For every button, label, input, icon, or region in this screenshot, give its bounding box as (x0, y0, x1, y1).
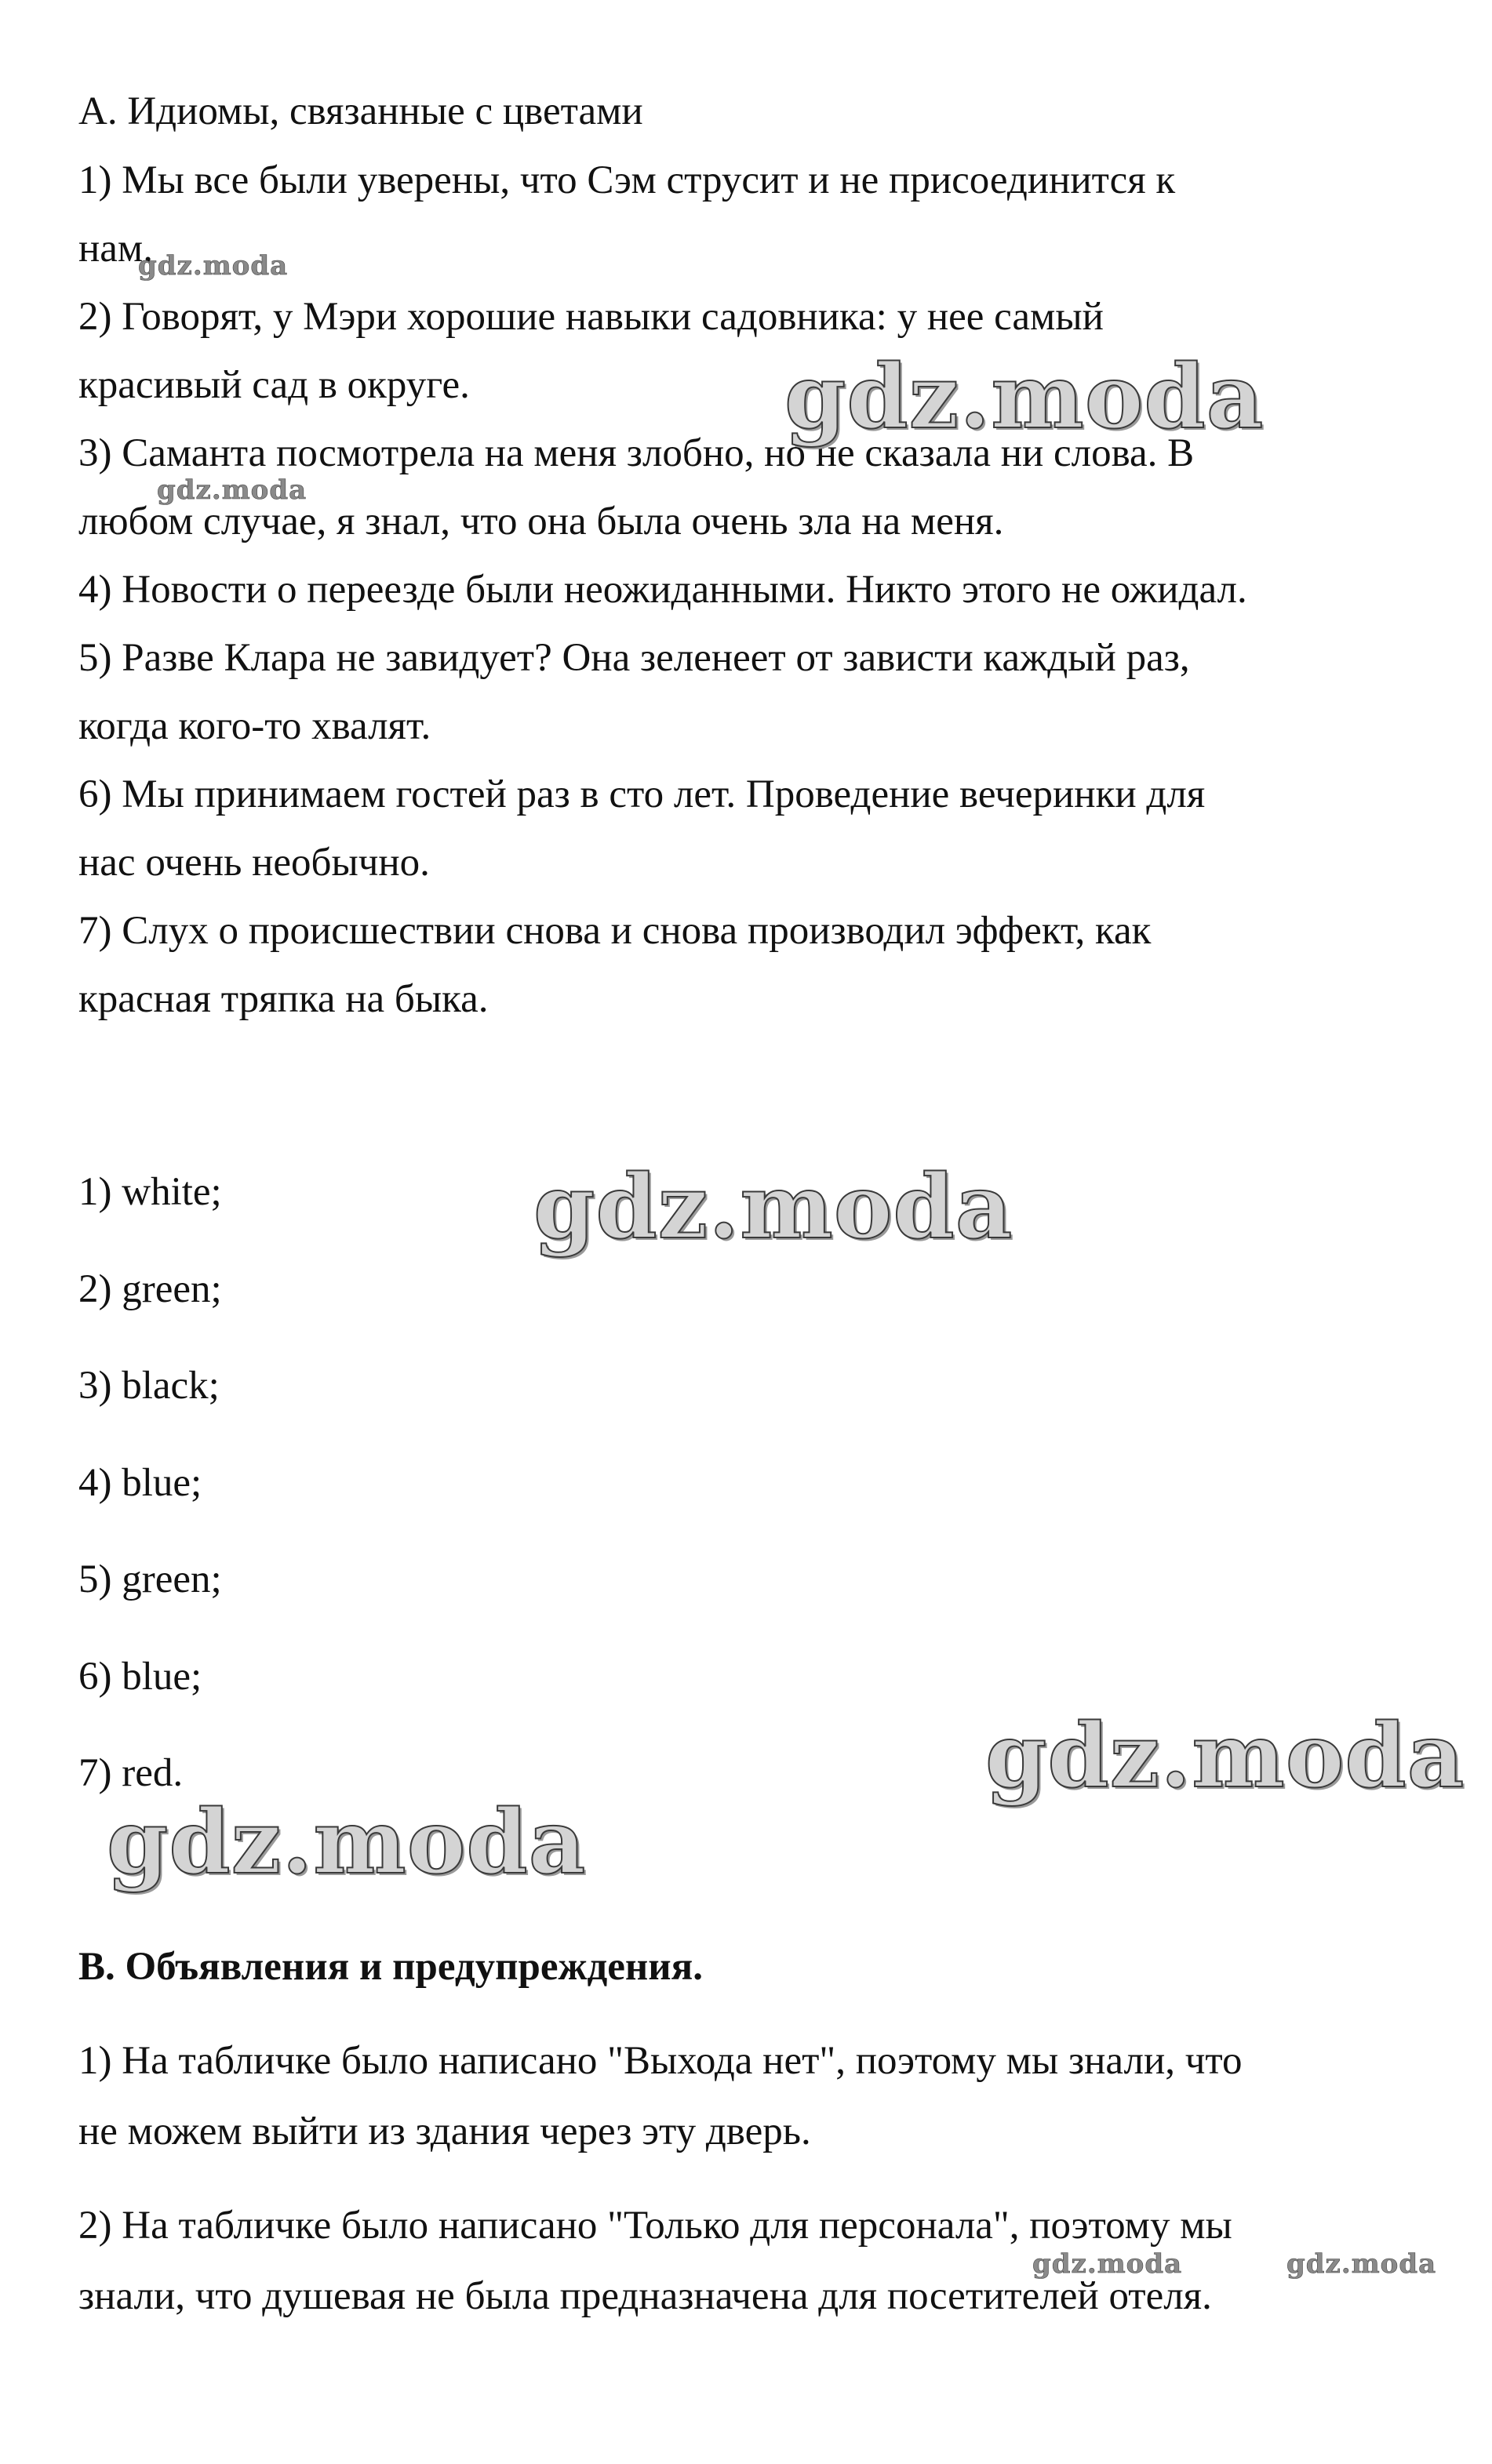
watermark-logo: gdz.moda (107, 1791, 587, 1894)
watermark-logo: gdz.moda (784, 346, 1265, 449)
watermark-logo: gdz.moda (1286, 2248, 1437, 2280)
text-line: 1) На табличке было написано "Выхода нет", поэтому мы знали, что (78, 2039, 1243, 2083)
answer-item: 4) blue; (78, 1461, 202, 1505)
text-line: любом случае, я знал, что она была очень зла на меня. (78, 500, 1004, 543)
answer-item: 3) black; (78, 1364, 220, 1408)
text-line: 2) Говорят, у Мэри хорошие навыки садовника: у нее самый (78, 295, 1104, 339)
text-line: 3) Саманта посмотрела на меня злобно, но не сказала ни слова. В (78, 431, 1195, 475)
text-line: 5) Разве Клара не завидует? Она зеленеет от зависти каждый раз, (78, 636, 1190, 680)
watermark-logo: gdz.moda (157, 474, 307, 506)
text-line: 2) На табличке было написано "Только для персонала", поэтому мы (78, 2204, 1232, 2248)
answer-item: 6) blue; (78, 1655, 202, 1699)
answer-item: 2) green; (78, 1267, 222, 1311)
watermark-logo: gdz.moda (1032, 2248, 1183, 2280)
text-line: красная тряпка на быка. (78, 977, 489, 1021)
text-line: 6) Мы принимаем гостей раз в сто лет. Проведение вечеринки для (78, 772, 1206, 816)
watermark-logo: gdz.moda (533, 1156, 1013, 1259)
text-line: не можем выйти из здания через эту дверь. (78, 2110, 811, 2153)
text-line: красивый сад в округе. (78, 363, 470, 407)
answer-item: 5) green; (78, 1557, 222, 1601)
text-line: 1) Мы все были уверены, что Сэм струсит и не присоединится к (78, 158, 1176, 202)
watermark-logo: gdz.moda (138, 250, 289, 282)
watermark-logo: gdz.moda (985, 1705, 1465, 1808)
text-line: 4) Новости о переезде были неожиданными. Никто этого не ожидал. (78, 568, 1247, 612)
text-line: 7) Слух о происшествии снова и снова производил эффект, как (78, 909, 1152, 953)
text-line: нас очень необычно. (78, 841, 430, 885)
section-b-heading: B. Объявления и предупреждения. (78, 1945, 704, 1989)
answer-item: 7) red. (78, 1751, 184, 1795)
section-a-heading: A. Идиомы, связанные с цветами (78, 89, 643, 133)
text-line: знали, что душевая не была предназначена для посетителей отеля. (78, 2274, 1212, 2318)
answer-item: 1) white; (78, 1170, 222, 1214)
text-line: нам. (78, 227, 153, 271)
text-line: когда кого-то хвалят. (78, 704, 431, 748)
